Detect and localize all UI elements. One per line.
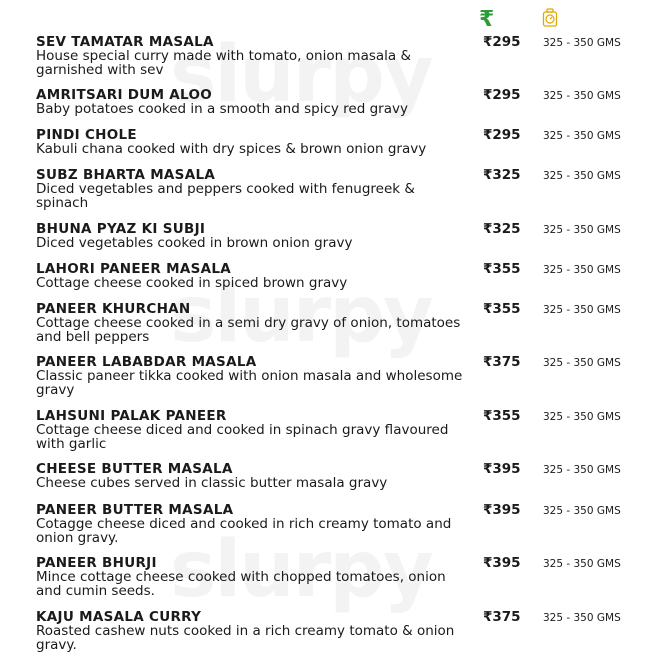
item-price: ₹355	[483, 301, 521, 317]
item-price: ₹395	[483, 555, 521, 571]
item-description: Baby potatoes cooked in a smooth and spicy red gravy	[36, 101, 408, 117]
item-price: ₹395	[483, 502, 521, 518]
weighing-scale-icon	[542, 8, 558, 32]
item-weight: 325 - 350 GMS	[543, 357, 621, 369]
item-weight: 325 - 350 GMS	[543, 411, 621, 423]
item-name: PANEER BUTTER MASALA	[36, 502, 234, 518]
menu-item	[36, 409, 636, 451]
item-price: ₹325	[483, 167, 521, 183]
item-price: ₹295	[483, 34, 521, 50]
item-description: Classic paneer tikka cooked with onion masala and wholesome gravy	[36, 368, 463, 398]
menu-item	[36, 302, 636, 344]
menu-item	[36, 168, 636, 210]
item-weight: 325 - 350 GMS	[543, 264, 621, 276]
menu-item	[36, 262, 636, 291]
menu-item	[36, 35, 636, 77]
menu-item	[36, 610, 636, 652]
item-weight: 325 - 350 GMS	[543, 37, 621, 49]
item-name: SUBZ BHARTA MASALA	[36, 167, 216, 183]
item-weight: 325 - 350 GMS	[543, 90, 621, 102]
item-weight: 325 - 350 GMS	[543, 170, 621, 182]
item-price: ₹395	[483, 461, 521, 477]
item-price: ₹355	[483, 261, 521, 277]
item-name: LAHSUNI PALAK PANEER	[36, 408, 227, 424]
menu-item	[36, 222, 636, 251]
item-description: Cottage cheese cooked in a semi dry gravy of onion, tomatoes and bell peppers	[36, 315, 461, 345]
rupee-icon: ₹	[479, 7, 495, 32]
item-weight: 325 - 350 GMS	[543, 558, 621, 570]
item-name: LAHORI PANEER MASALA	[36, 261, 231, 277]
item-name: AMRITSARI DUM ALOO	[36, 87, 213, 103]
item-description: Cheese cubes served in classic butter masala gravy	[36, 475, 388, 491]
menu-item	[36, 88, 636, 117]
item-description: Kabuli chana cooked with dry spices & brown onion gravy	[36, 141, 427, 157]
item-price: ₹325	[483, 221, 521, 237]
item-description: House special curry made with tomato, onion masala & garnished with sev	[36, 48, 411, 78]
menu-item	[36, 556, 636, 598]
item-price: ₹355	[483, 408, 521, 424]
item-weight: 325 - 350 GMS	[543, 464, 621, 476]
menu-item	[36, 462, 636, 491]
item-name: BHUNA PYAZ KI SUBJI	[36, 221, 206, 237]
item-weight: 325 - 350 GMS	[543, 224, 621, 236]
item-price: ₹375	[483, 354, 521, 370]
menu-item	[36, 128, 636, 157]
item-description: Diced vegetables cooked in brown onion gravy	[36, 235, 353, 251]
item-description: Cottage cheese diced and cooked in spinach gravy flavoured with garlic	[36, 422, 449, 452]
item-description: Diced vegetables and peppers cooked with fenugreek & spinach	[36, 181, 415, 211]
item-weight: 325 - 350 GMS	[543, 304, 621, 316]
item-price: ₹295	[483, 87, 521, 103]
item-name: KAJU MASALA CURRY	[36, 609, 202, 625]
item-name: SEV TAMATAR MASALA	[36, 34, 214, 50]
item-price: ₹295	[483, 127, 521, 143]
item-description: Roasted cashew nuts cooked in a rich creamy tomato & onion gravy.	[36, 623, 455, 653]
item-description: Cotagge cheese diced and cooked in rich creamy tomato and onion gravy.	[36, 516, 452, 546]
item-name: PANEER BHURJI	[36, 555, 157, 571]
item-description: Mince cottage cheese cooked with chopped tomatoes, onion and cumin seeds.	[36, 569, 446, 599]
menu-item	[36, 503, 636, 545]
item-name: PINDI CHOLE	[36, 127, 137, 143]
item-name: PANEER LABABDAR MASALA	[36, 354, 257, 370]
item-weight: 325 - 350 GMS	[543, 505, 621, 517]
item-name: CHEESE BUTTER MASALA	[36, 461, 233, 477]
item-weight: 325 - 350 GMS	[543, 612, 621, 624]
item-weight: 325 - 350 GMS	[543, 130, 621, 142]
item-name: PANEER KHURCHAN	[36, 301, 191, 317]
item-price: ₹375	[483, 609, 521, 625]
menu-item	[36, 355, 636, 397]
item-description: Cottage cheese cooked in spiced brown gravy	[36, 275, 348, 291]
